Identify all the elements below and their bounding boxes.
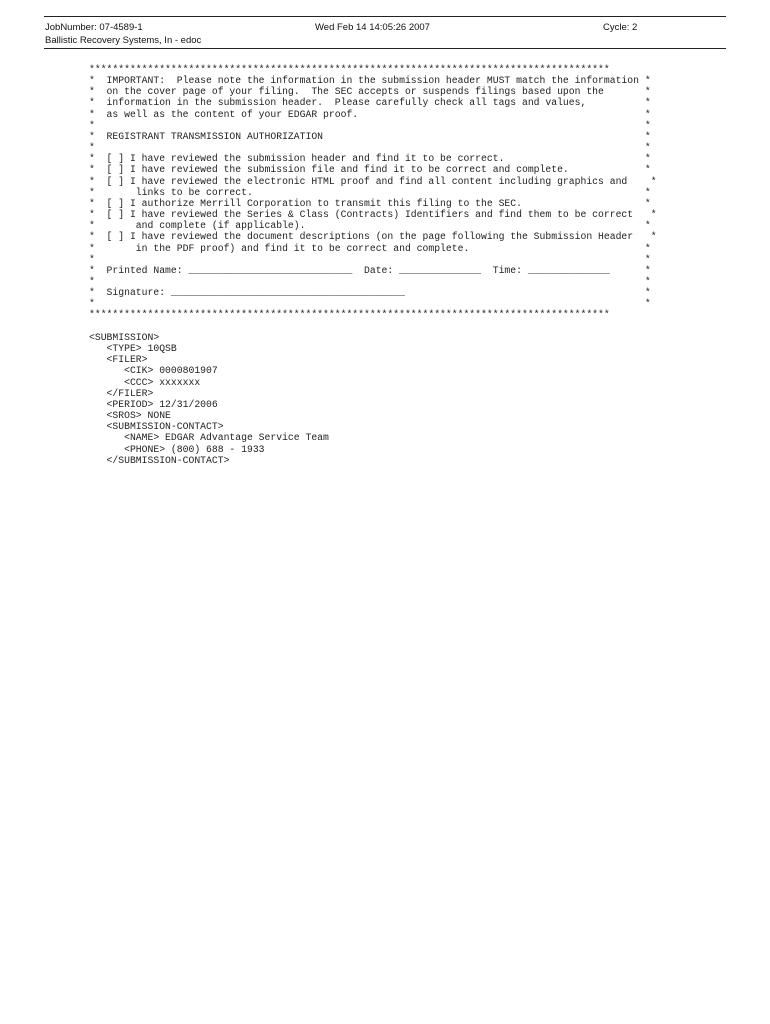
submission-header-sgml: <SUBMISSION> <TYPE> 10QSB <FILER> <CIK> 0000801907 <CCC> xxxxxxx </FILER> <PERIOD> 12/31/2006 <SROS> NONE <SUBMISSION-CONTACT> <NAME> EDGAR Advantage Service Team <PHONE> (800) 688 - 1933 </SUBMISSION-CONTACT>: [89, 332, 329, 466]
cycle-label: Cycle: 2: [603, 22, 638, 33]
company-name: Ballistic Recovery Systems, In - edoc: [45, 35, 202, 46]
job-number: JobNumber: 07-4589-1: [45, 22, 143, 33]
registrant-authorization-banner: ***************************************************************************************** * IMPORTANT: Please note the information in the submission header MUST match the information * * on the cover page of your filing. The SEC accepts or suspends filings based upon the * * information in the submission header. Please carefully check all tags and values, * * as well as the content of your EDGAR proof. * * * * REGISTRANT TRANSMISSION AUTHORIZATION * * * * [ ] I have reviewed the submission header and find it to be correct. * * [ ] I have reviewed the submission file and find it to be correct and complete. * * [ ] I have reviewed the electronic HTML proof and find all content including graphics and * * links to be correct. * * [ ] I authorize Merrill Corporation to transmit this filing to the SEC. * * [ ] I have reviewed the Series & Class (Contracts) Identifiers and find them to be correct * * and complete (if applicable). * * [ ] I have reviewed the document descriptions (on the page following the Submission Header * * in the PDF proof) and find it to be correct and complete. * * * * Printed Name: ____________________________ Date: ______________ Time: ______________ * * * * Signature: ________________________________________ * * * *****************************************************************************************: [89, 64, 657, 321]
print-timestamp: Wed Feb 14 14:05:26 2007: [315, 22, 430, 33]
top-rule: [44, 16, 726, 17]
header-rule: [44, 48, 726, 49]
